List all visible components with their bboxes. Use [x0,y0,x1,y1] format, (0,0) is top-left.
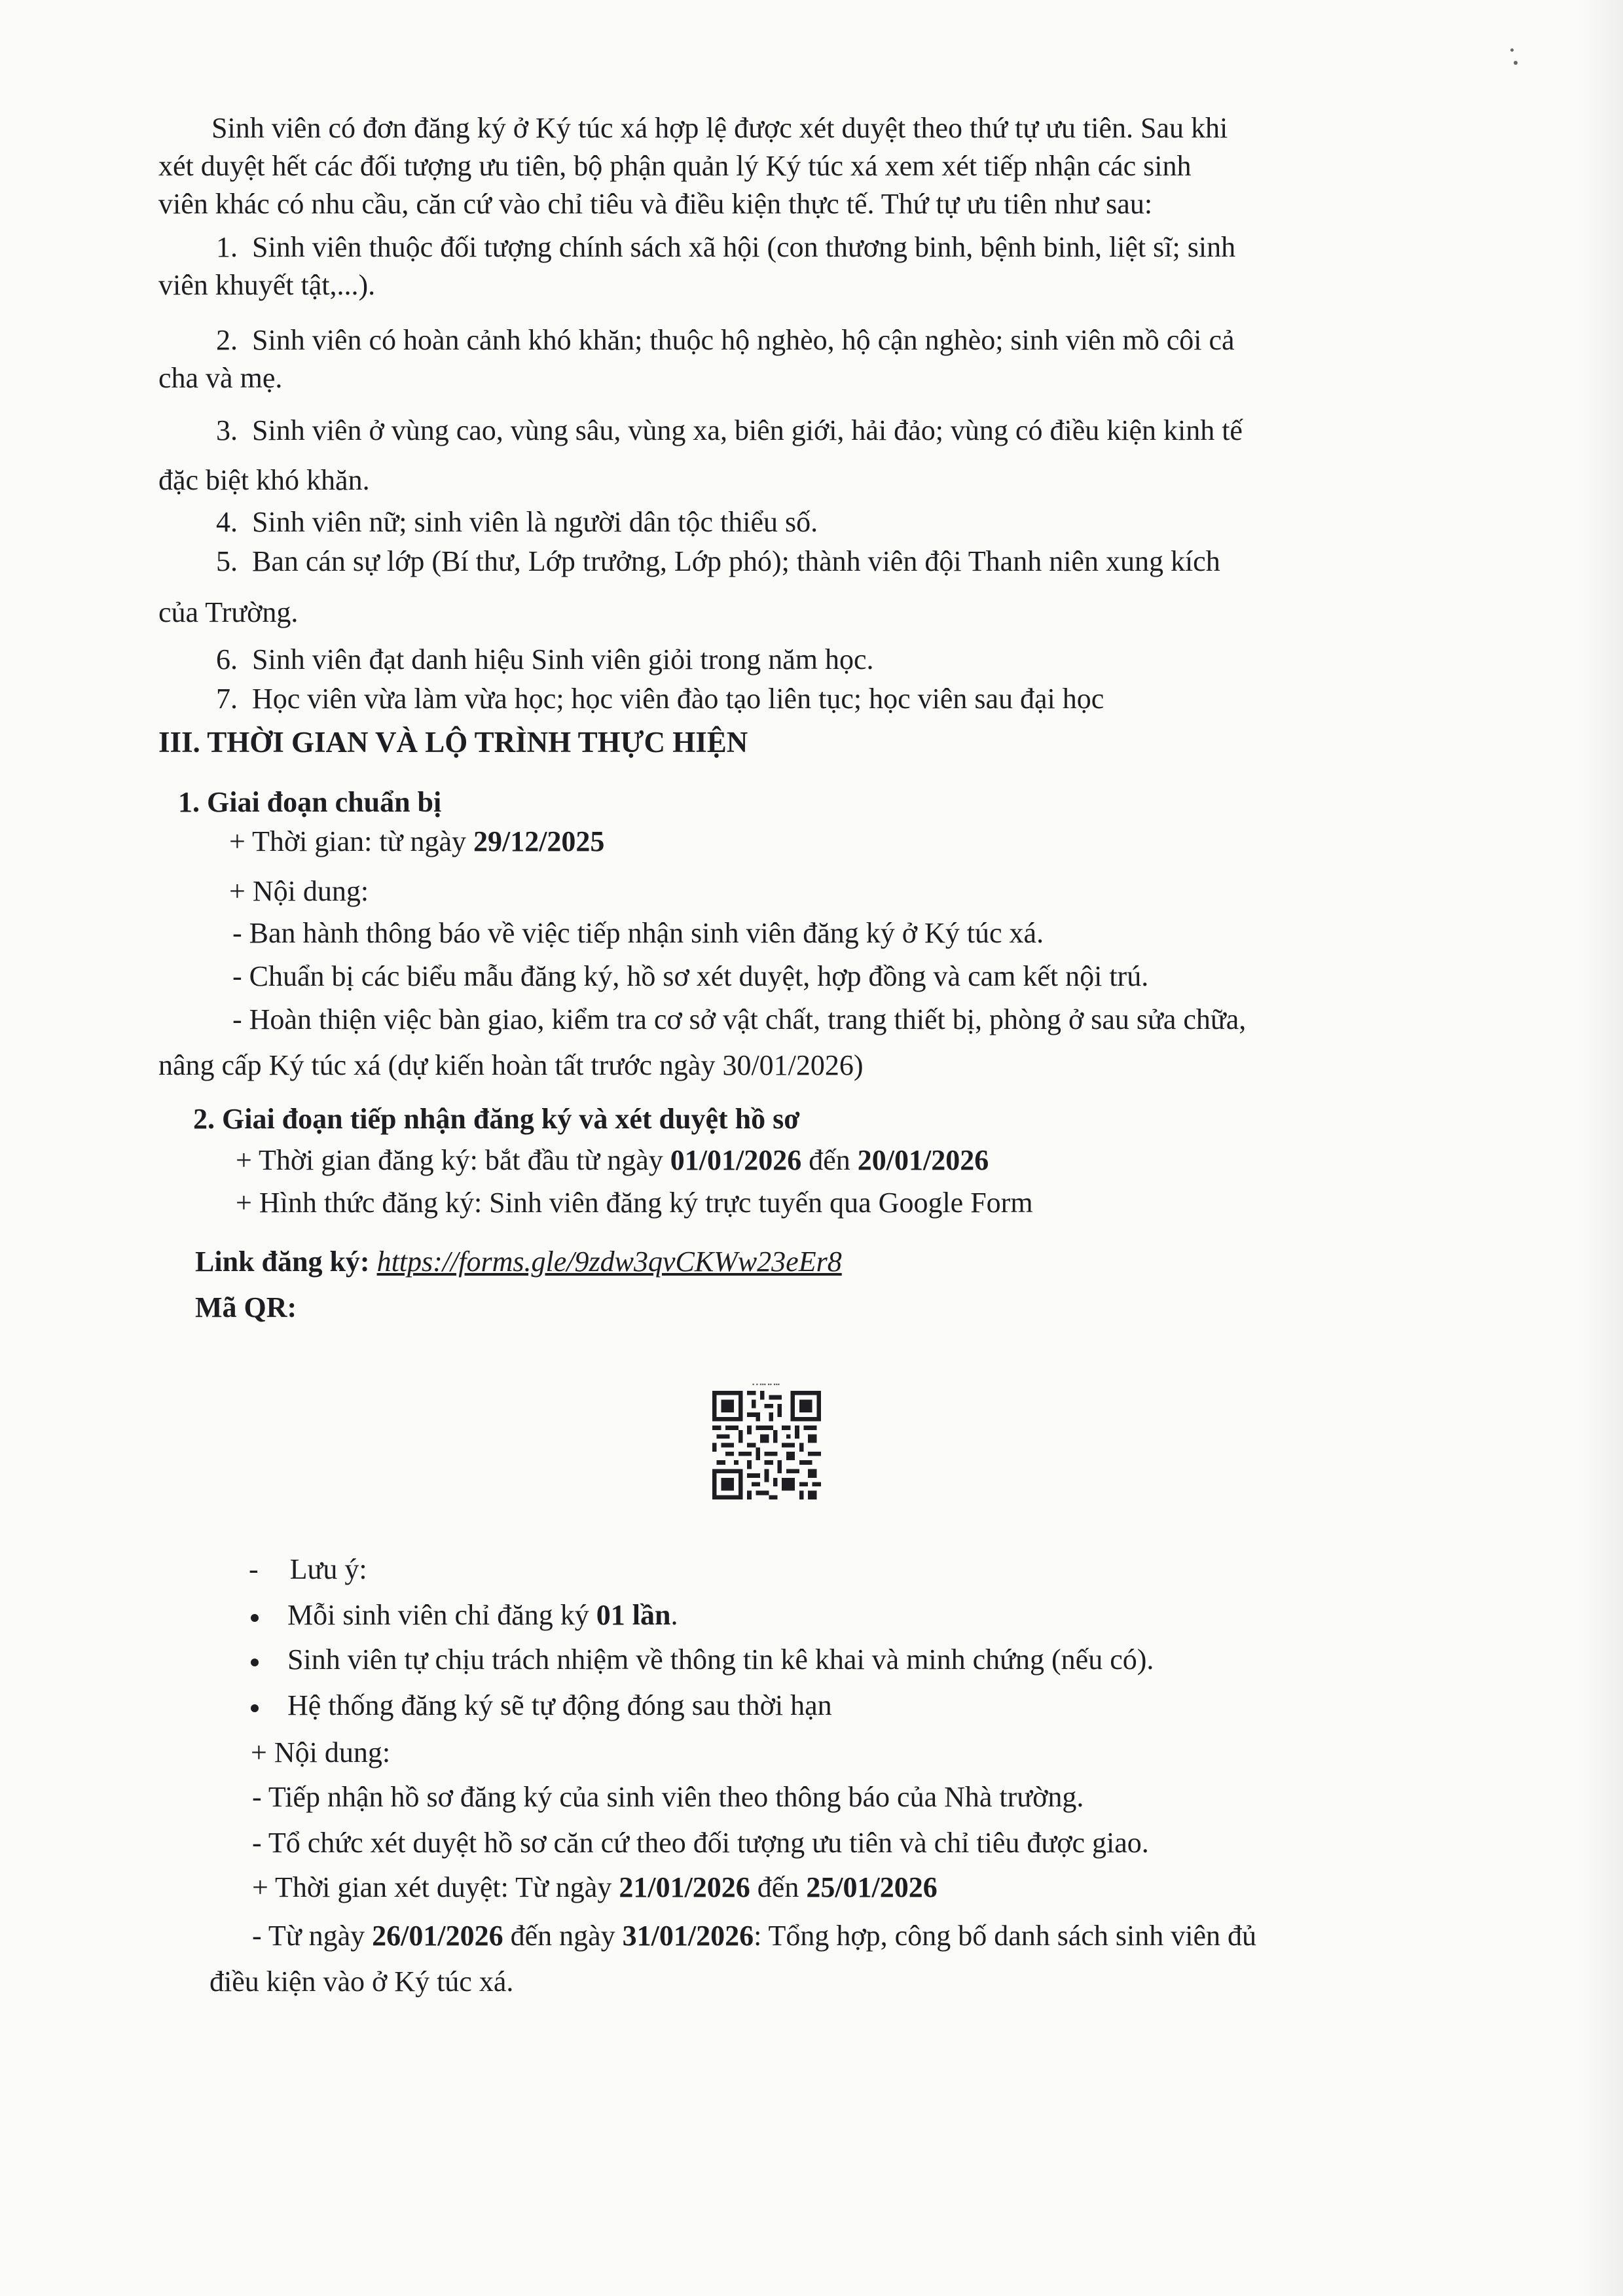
priority-text: Sinh viên nữ; sinh viên là người dân tộc thiểu số. [252,506,818,538]
stage1-item-3: - Hoàn thiện việc bàn giao, kiểm tra cơ sở vật chất, trang thiết bị, phòng ở sau sửa chữa, [232,1003,1247,1035]
review-time-connector: đến [750,1871,807,1903]
qr-label: Mã QR: [195,1291,297,1323]
stage1-time-value: 29/12/2025 [473,825,605,857]
stage2-item-2: - Tổ chức xét duyệt hồ sơ căn cứ theo đối tượng ưu tiên và chỉ tiêu được giao. [252,1827,1149,1859]
priority-item-6 [216,641,874,678]
note-text: Hệ thống đăng ký sẽ tự động đóng sau thời hạn [287,1689,832,1721]
priority-number: 2. [216,324,238,356]
priority-item-5 [216,543,1220,580]
reg-time-end: 20/01/2026 [857,1144,989,1176]
priority-number: 3. [216,414,238,446]
intro-line-2 [158,148,1448,185]
final-date-end: 31/01/2026 [622,1920,754,1952]
registration-link[interactable]: https://forms.gle/9zdw3qvCKWw23eEr8 [376,1246,842,1278]
reg-time-label: + Thời gian đăng ký: bắt đầu từ ngày [236,1144,670,1176]
priority-text: viên khuyết tật,...). [158,269,376,301]
stage1-item-3-cont: nâng cấp Ký túc xá (dự kiến hoàn tất trước ngày 30/01/2026) [158,1049,864,1081]
intro-text: viên khác có nhu cầu, căn cứ vào chỉ tiêu và điều kiện thực tế. Thứ tự ưu tiên như sau: [158,188,1153,220]
stage1-time [229,823,604,860]
priority-text: Ban cán sự lớp (Bí thư, Lớp trưởng, Lớp phó); thành viên đội Thanh niên xung kích [252,545,1220,577]
stage2-final-cont: điều kiện vào ở Ký túc xá. [210,1965,514,1998]
intro-line-3 [158,186,1152,223]
bullet-icon [251,1614,259,1622]
qr-code-image[interactable] [712,1391,821,1499]
stage2-content-label: + Nội dung: [251,1736,391,1768]
reg-time-start: 01/01/2026 [670,1144,802,1176]
stage1-time-label: + Thời gian: từ ngày [229,825,473,857]
final-text: : Tổng hợp, công bố danh sách sinh viên đủ [754,1920,1257,1952]
priority-text: của Trường. [158,596,299,628]
scan-edge-shadow [1577,0,1623,2296]
priority-number: 4. [216,506,238,538]
dash-icon: - [249,1553,259,1585]
priority-item-4 [216,504,818,541]
note-emphasis: 01 lần [596,1599,671,1631]
note-item-1 [251,1597,678,1634]
priority-item-1 [216,229,1235,266]
priority-text: đặc biệt khó khăn. [158,464,370,496]
stage2-title: 2. Giai đoạn tiếp nhận đăng ký và xét duyệt hồ sơ [193,1103,800,1135]
bullet-icon [251,1659,259,1666]
note-label: Lưu ý: [289,1553,367,1585]
scan-speck [1514,61,1518,65]
priority-text: Sinh viên có hoàn cảnh khó khăn; thuộc hộ nghèo, hộ cận nghèo; sinh viên mồ côi cả [252,324,1235,356]
priority-text: Sinh viên thuộc đối tượng chính sách xã hội (con thương binh, bệnh binh, liệt sĩ; sinh [252,231,1236,263]
priority-item-3 [216,412,1243,449]
final-date-start: 26/01/2026 [372,1920,503,1952]
note-text: . [670,1599,678,1631]
note-item-2 [251,1641,1154,1678]
priority-number: 6. [216,643,238,675]
review-time-end: 25/01/2026 [806,1871,938,1903]
note-text: Mỗi sinh viên chỉ đăng ký [287,1599,596,1631]
priority-number: 5. [216,545,238,577]
stage2-item-1: - Tiếp nhận hồ sơ đăng ký của sinh viên theo thông báo của Nhà trường. [252,1781,1084,1813]
priority-item-2 [216,322,1235,359]
priority-item-7 [216,681,1104,717]
bullet-icon [251,1704,259,1712]
stage2-reg-form: + Hình thức đăng ký: Sinh viên đăng ký trực tuyến qua Google Form [236,1187,1033,1219]
stage1-item-1: - Ban hành thông báo về việc tiếp nhận sinh viên đăng ký ở Ký túc xá. [232,917,1044,949]
intro-text: Sinh viên có đơn đăng ký ở Ký túc xá hợp lệ được xét duyệt theo thứ tự ưu tiên. Sau khi [211,112,1228,144]
scan-speck [1510,48,1514,52]
note-text: Sinh viên tự chịu trách nhiệm về thông tin kê khai và minh chứng (nếu có). [287,1643,1154,1676]
priority-item-3-cont [158,462,370,499]
stage1-content-label: + Nội dung: [229,875,369,907]
reg-time-connector: đến [801,1144,858,1176]
stage2-reg-time [236,1142,989,1179]
stage2-final [252,1918,1256,1954]
review-time-label: + Thời gian xét duyệt: Từ ngày [252,1871,619,1903]
priority-item-1-cont [158,267,375,304]
stage2-review-time [252,1869,938,1906]
final-text: đến ngày [503,1920,623,1952]
intro-line-1 [211,110,1448,147]
note-label-row [249,1551,367,1588]
priority-item-5-cont [158,594,298,631]
review-time-start: 21/01/2026 [619,1871,750,1903]
note-item-3 [251,1687,832,1724]
stage1-title: 1. Giai đoạn chuẩn bị [178,786,442,818]
final-text: - Từ ngày [252,1920,373,1952]
priority-text: cha và mẹ. [158,362,283,394]
priority-number: 1. [216,231,238,263]
registration-link-row [195,1244,842,1280]
priority-text: Sinh viên ở vùng cao, vùng sâu, vùng xa, biên giới, hải đảo; vùng có điều kiện kinh tế [252,414,1243,446]
intro-text: xét duyệt hết các đối tượng ưu tiên, bộ phận quản lý Ký túc xá xem xét tiếp nhận các sinh [158,150,1192,182]
link-label: Link đăng ký: [195,1246,377,1278]
priority-item-2-cont [158,360,282,397]
qr-caption: ▪ ▪ ▪▪▪ ▪▪ ▪▪▪ [752,1381,780,1388]
stage1-item-2: - Chuẩn bị các biểu mẫu đăng ký, hồ sơ xét duyệt, hợp đồng và cam kết nội trú. [232,960,1149,992]
priority-number: 7. [216,683,238,715]
priority-text: Sinh viên đạt danh hiệu Sinh viên giỏi trong năm học. [252,643,874,675]
section-title: III. THỜI GIAN VÀ LỘ TRÌNH THỰC HIỆN [158,726,748,759]
priority-text: Học viên vừa làm vừa học; học viên đào tạo liên tục; học viên sau đại học [252,683,1104,715]
